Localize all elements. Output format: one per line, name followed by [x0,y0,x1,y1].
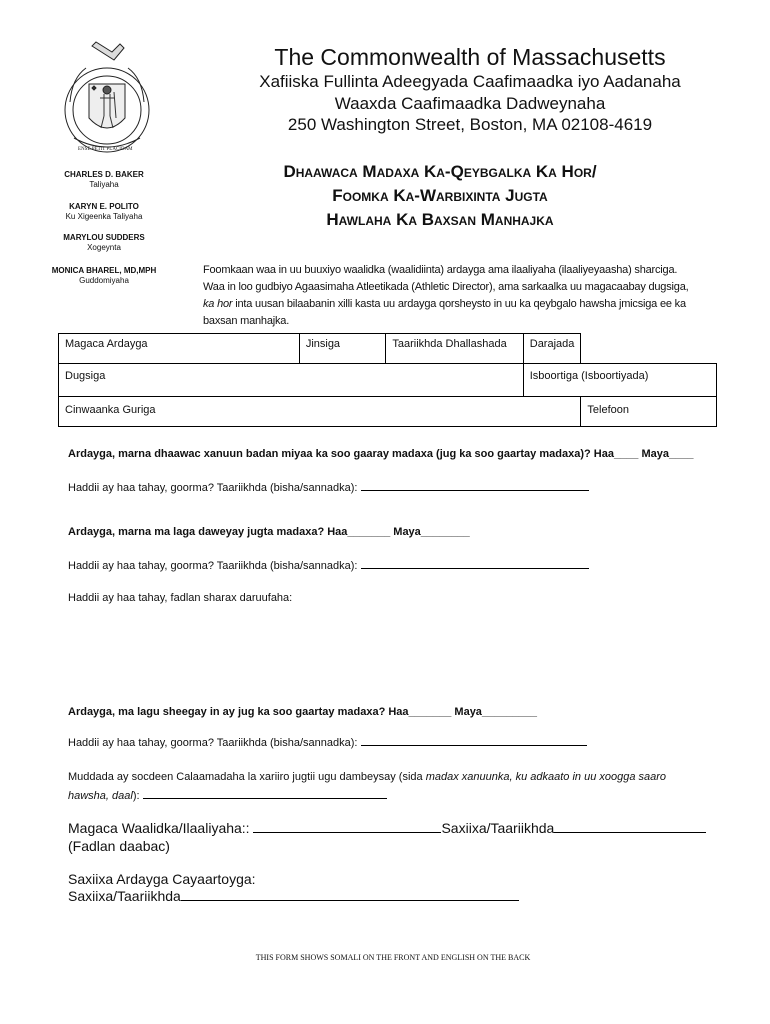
question-1-followup [68,482,589,494]
phone-field[interactable] [581,397,717,427]
sport-field[interactable] [523,364,716,397]
q4-text: Muddada ay socdeen Calaamadaha la xariiro jugtii ugu dambeysay (sida [68,771,426,783]
date-blank[interactable] [361,490,589,491]
question-3-followup [68,737,587,749]
official-name: MARYLOU SUDDERS [63,233,145,242]
intro-text: Foomkaan waa in uu buuxiyo waalidka (waalidiinta) ardayga ama ilaaliyaha (ilaaliyeyaasha) sharciga. Waa in loo gudbiyo Agaasimaha Atleetikada (Athletic Director), ama sarkaalka uu magacaabay dugsiga, [203,264,689,293]
form-title-line1: Dhaawaca Madaxa Ka-Qeybgalka Ka Hor/ [283,162,597,181]
division-name: Waaxda Caafimaadka Dadweynaha [334,94,606,113]
student-signature-date-label: Saxiixa/Taariikhda [68,888,181,904]
field-label: Darajada [529,338,575,350]
agency-address: 250 Washington Street, Boston, MA 02108-4619 [287,115,653,134]
intro-paragraph [203,262,693,330]
parent-signature-label: Saxiixa/Taariikhda [441,820,555,836]
field-label: Isboortiga (Isboortiyada) [529,370,649,382]
official-commissioner [34,266,174,286]
field-label: Magaca Ardayga [65,338,148,350]
q4-emphasis: madax xanuunka, ku adkaato in uu xoogga saaro [425,771,667,783]
footer-note: THIS FORM SHOWS SOMALI ON THE FRONT AND ENGLISH ON THE BACK [255,953,531,962]
massachusetts-seal-icon [52,38,162,156]
student-signature-line [68,888,519,904]
grade-field[interactable] [523,334,581,364]
official-secretary [34,233,174,253]
student-info-table [58,333,717,427]
followup-label: Haddii ay haa tahay, goorma? Taariikhda (bisha/sannadka): [68,482,361,494]
parent-signature-line [68,820,706,836]
question-2-explain: Haddii ay haa tahay, fadlan sharax daruufaha: [68,592,293,604]
question-2-followup [68,560,589,572]
intro-emphasis: ka hor [203,298,233,310]
dob-field[interactable] [386,334,523,364]
school-field[interactable] [59,364,524,397]
question-1: Ardayga, marna dhaawac xanuun badan miyaa ka soo gaaray madaxa (jug ka soo gaartay madaxa)? Haa____ Maya____ [68,448,694,460]
parent-name-label: Magaca Waalidka/Ilaaliyaha:: [68,820,254,836]
department-name: Xafiiska Fullinta Adeegyada Caafimaadka iyo Aadanaha [259,72,681,91]
question-3: Ardayga, ma lagu sheegay in ay jug ka soo gaartay madaxa? Haa_______ Maya_________ [68,706,537,718]
official-role: Guddomiyaha [79,276,129,285]
parent-signature-blank[interactable] [554,832,706,833]
question-4 [68,768,708,806]
official-role: Xogeynta [87,243,121,252]
duration-blank[interactable] [143,798,387,799]
parent-name-blank[interactable] [253,832,441,833]
home-address-field[interactable] [59,397,581,427]
field-label: Cinwaanka Guriga [65,404,156,416]
official-name: KARYN E. POLITO [69,202,139,211]
gender-field[interactable] [299,334,386,364]
official-role: Ku Xigeenka Taliyaha [65,212,143,221]
question-2: Ardayga, marna ma laga daweyay jugta madaxa? Haa_______ Maya________ [68,526,470,538]
intro-text-end: inta uusan bilaabanin xilli kasta uu ardayga qorsheysto in uu ka qeybgalo hawsha jmicsiga ee ka baxsan manhajka. [203,298,686,327]
official-name: MONICA BHAREL, MD,MPH [51,266,157,275]
field-label: Dugsiga [65,370,106,382]
official-role: Taliyaha [89,180,119,189]
field-label: Telefoon [587,404,629,416]
official-name: CHARLES D. BAKER [64,170,144,179]
q4-text-end: ): [132,790,143,802]
svg-text:ENSE PETIT PLACIDAM: ENSE PETIT PLACIDAM [78,147,133,152]
date-blank[interactable] [361,745,587,746]
followup-label: Haddii ay haa tahay, goorma? Taariikhda (bisha/sannadka): [68,737,361,749]
form-title-line3: Hawlaha Ka Baxsan Manhajka [326,210,554,229]
official-governor [34,170,174,190]
student-name-field[interactable] [59,334,300,364]
official-lt-governor [34,202,174,222]
form-title [190,160,690,232]
form-title-line2: Foomka Ka-Warbixinta Jugta [332,186,548,205]
student-signature-blank[interactable] [181,900,519,901]
followup-label: Haddii ay haa tahay, goorma? Taariikhda (bisha/sannadka): [68,560,361,572]
q4-emphasis-2: hawsha, daal [68,790,133,802]
date-blank[interactable] [361,568,589,569]
field-label: Jinsiga [305,338,341,350]
agency-title: The Commonwealth of Massachusetts [274,44,666,70]
field-label: Taariikhda Dhallashada [392,338,507,350]
print-note: (Fadlan daabac) [68,838,170,854]
student-signature-label: Saxiixa Ardayga Cayaartoyga: [68,871,256,887]
